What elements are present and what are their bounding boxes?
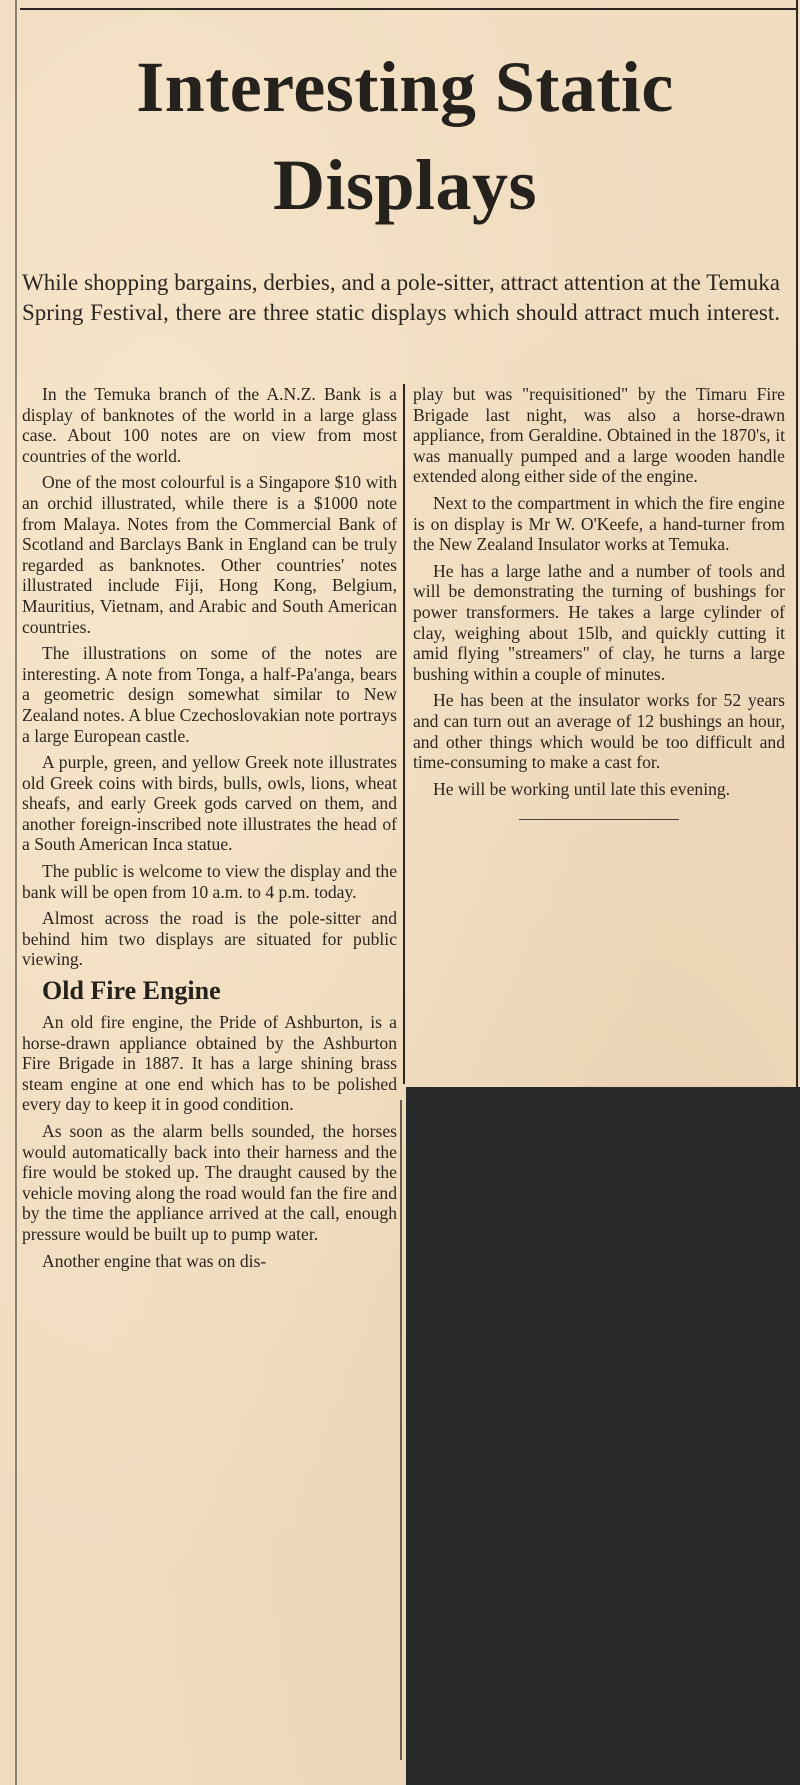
paragraph: He has a large lathe and a number of tools and will be demonstrating the turning of bushings for power transformers. He takes a large cylinder of clay, weighing about 15lb, and quickly cutting it amid flying "streamers" of clay, he turns a large bushing within a couple of minutes. [413,560,785,684]
subheading: Old Fire Engine [42,976,221,1006]
paragraph: In the Temuka branch of the A.N.Z. Bank is a display of banknotes of the world in a large glass case. About 100 notes are on view from most countries of the world. [22,384,397,466]
paragraph: An old fire engine, the Pride of Ashburton, is a horse-drawn appliance obtained by the Ashburton Fire Brigade in 1887. It has a large shining brass steam engine at one end which has to be polished every day to keep it in good condition. [22,1012,397,1115]
paragraph: He will be working until late this evening. [433,778,731,799]
article-column-2 [413,384,785,820]
top-rule [20,8,796,10]
paragraph: He has been at the insulator works for 52 years and can turn out an average of 12 bushings an hour, and other things which would be too difficult and time-consuming to make a cast for. [413,690,785,773]
headline-line-2: Displays [272,145,538,225]
column-divider [403,384,405,1084]
paragraph: Almost across the road is the pole-sitter and behind him two displays are situated for public viewing. [22,908,397,970]
paragraph: Another engine that was on dis- [42,1250,267,1271]
intro-paragraph: While shopping bargains, derbies, and a pole-sitter, attract attention at the Temuka Spring Festival, there are three static displays which should attract much interest. [22,270,780,325]
paragraph: play but was "requisitioned" by the Timaru Fire Brigade last night, was also a horse-drawn appliance, from Geraldine. Obtained in the 1870's, it was manually pumped and a large wooden handle extended along either side of the engine. [413,384,785,487]
paragraph: The public is welcome to view the display and the bank will be open from 10 a.m. to 4 p.m. today. [22,861,397,902]
right-border-line [796,0,798,1090]
column-divider-lower [400,1100,402,1760]
paragraph: A purple, green, and yellow Greek note illustrates old Greek coins with birds, bulls, owls, lions, wheat sheafs, and early Greek gods carved on them, and another foreign-inscribed note illustrates the head of a South American Inca statue. [22,752,397,855]
headline [20,38,790,234]
paragraph: The illustrations on some of the notes are interesting. A note from Tonga, a half-Pa'anga, bears a geometric design somewhat similar to New Zealand notes. A blue Czechoslovakian note portrays a large European castle. [22,643,397,746]
headline-line-1: Interesting Static [136,47,674,127]
article-end-rule [519,819,679,820]
article-column-1 [22,384,397,1277]
scan-background-block [406,1087,800,1785]
left-edge-line [15,0,17,1785]
paragraph: Next to the compartment in which the fire engine is on display is Mr W. O'Keefe, a hand-turner from the New Zealand Insulator works at Temuka. [413,492,785,555]
paragraph: As soon as the alarm bells sounded, the horses would automatically back into their harness and the fire would be stoked up. The draught caused by the vehicle moving along the road would fan the fire and by the time the appliance arrived at the call, enough pressure would be built up to pump water. [22,1121,397,1244]
paragraph: One of the most colourful is a Singapore $10 with an orchid illustrated, while there is a $1000 note from Malaya. Notes from the Commercial Bank of Scotland and Barclays Bank in England can be truly regarded as banknotes. Other countries' notes illustrated include Fiji, Hong Kong, Belgium, Mauritius, Vietnam, and Arabic and South American countries. [22,472,397,637]
